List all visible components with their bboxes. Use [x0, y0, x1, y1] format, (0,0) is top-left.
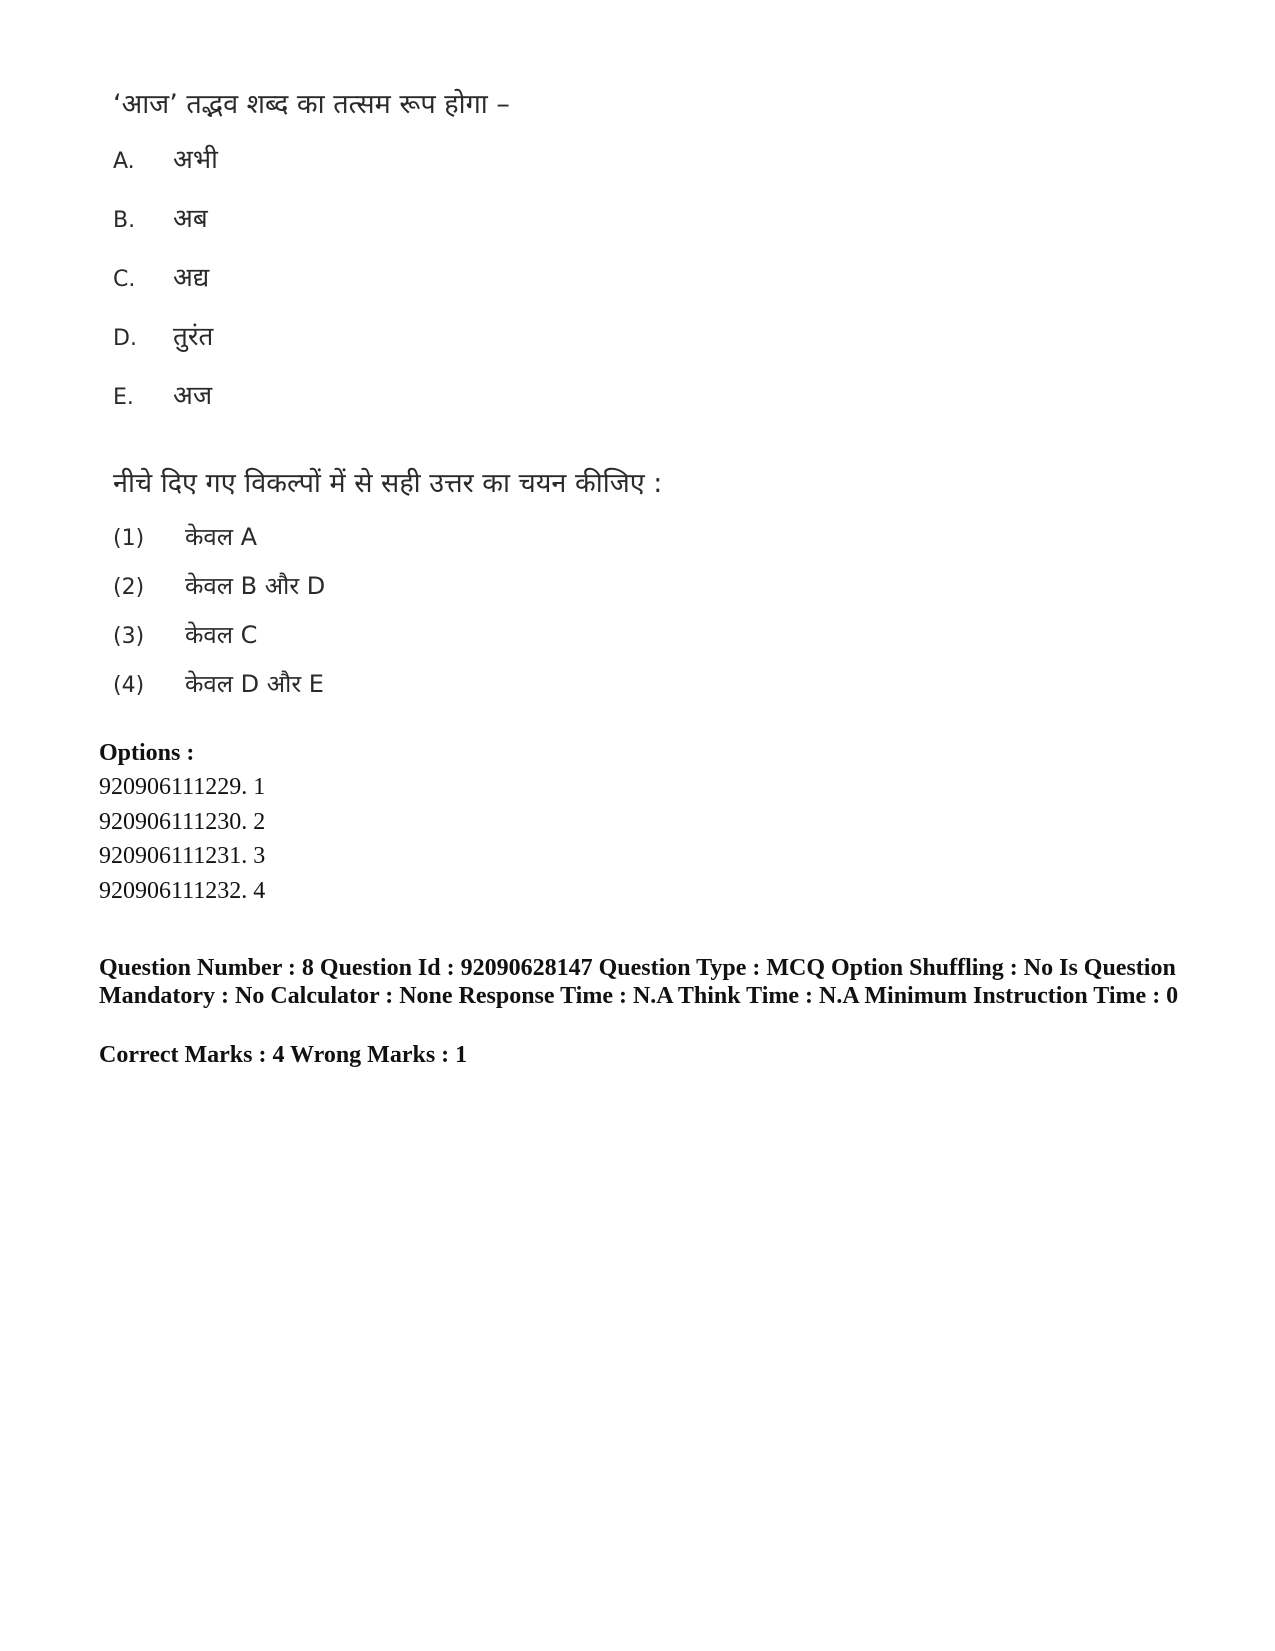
answer-1: [113, 520, 325, 569]
answer-label: (1): [113, 526, 145, 551]
choice-b: [113, 199, 218, 258]
answer-instruction: नीचे दिए गए विकल्पों में से सही उत्तर का चयन कीजिए :: [113, 468, 663, 499]
choice-label: A.: [113, 149, 135, 174]
choice-list: [113, 140, 218, 435]
question-stem: ‘आज’ तद्भव शब्द का तत्सम रूप होगा –: [113, 89, 510, 120]
answer-text: केवल A: [185, 523, 258, 551]
choice-d: [113, 317, 218, 376]
answer-2: [113, 569, 325, 618]
answer-label: (3): [113, 624, 145, 649]
answer-4: [113, 667, 325, 716]
options-title: Options :: [99, 740, 195, 766]
choice-text: अभी: [173, 145, 218, 175]
choice-label: C.: [113, 267, 136, 292]
answer-list: [113, 520, 325, 716]
choice-text: अद्य: [173, 263, 210, 293]
choice-label: D.: [113, 326, 137, 351]
choice-text: अज: [173, 381, 213, 411]
option-item: 920906111230. 2: [99, 808, 266, 835]
answer-3: [113, 618, 325, 667]
choice-text: अब: [173, 204, 208, 234]
answer-text: केवल C: [185, 621, 258, 649]
answer-text: केवल D और E: [185, 670, 324, 698]
options-list: [99, 774, 265, 912]
answer-label: (4): [113, 673, 145, 698]
option-item: 920906111231. 3: [99, 843, 266, 869]
choice-label: E.: [113, 385, 134, 410]
question-meta: Question Number : 8 Question Id : 92090628147 Question Type : MCQ Option Shuffling : No Is Question Mandatory : No Calculator : None Response Time : N.A Think Time : N.A Minimum Instruction Time : 0: [99, 955, 1179, 1009]
question-marks: Correct Marks : 4 Wrong Marks : 1: [99, 1042, 468, 1068]
choice-a: [113, 140, 218, 199]
choice-c: [113, 258, 218, 317]
choice-label: B.: [113, 208, 136, 233]
choice-text: तुरंत: [173, 322, 214, 352]
answer-text: केवल B और D: [185, 572, 326, 600]
option-item: 920906111232. 4: [99, 877, 266, 904]
option-item: 920906111229. 1: [99, 774, 266, 800]
answer-label: (2): [113, 575, 145, 600]
choice-e: [113, 376, 218, 435]
